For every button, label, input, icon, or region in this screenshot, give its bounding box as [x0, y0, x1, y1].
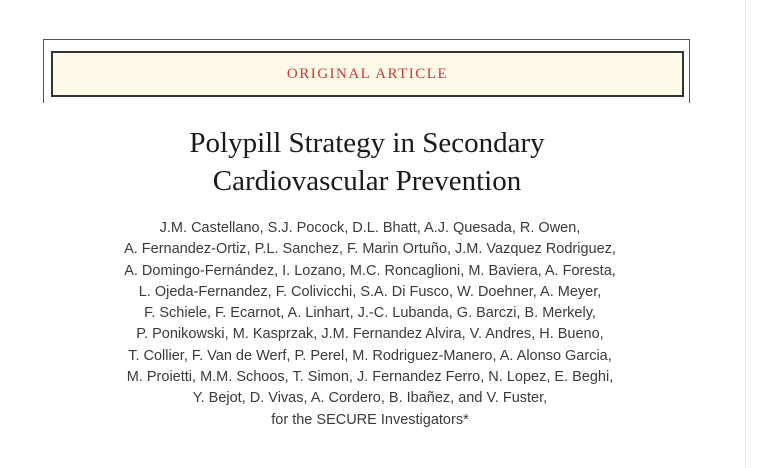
author-line: F. Schiele, F. Ecarnot, A. Linhart, J.-C. Lubanda, G. Barczi, B. Merkely, — [144, 305, 596, 322]
article-title-line: Polypill Strategy in Secondary — [189, 127, 545, 159]
author-line: P. Ponikowski, M. Kasprzak, J.M. Fernandez Alvira, V. Andres, H. Bueno, — [136, 326, 604, 343]
author-list — [30, 218, 710, 431]
page-edge-divider — [745, 0, 746, 468]
section-banner — [51, 51, 684, 97]
author-line: M. Proietti, M.M. Schoos, T. Simon, J. Fernandez Ferro, N. Lopez, E. Beghi, — [126, 369, 614, 386]
author-line: A. Fernandez-Ortiz, P.L. Sanchez, F. Marin Ortuño, J.M. Vazquez Rodriguez, — [124, 241, 616, 258]
section-label: ORIGINAL ARTICLE — [286, 65, 449, 82]
article-title-line: Cardiovascular Prevention — [212, 165, 522, 197]
investigators-line: for the SECURE Investigators* — [271, 411, 469, 428]
article-title — [100, 124, 634, 200]
author-line: Y. Bejot, D. Vivas, A. Cordero, B. Ibañez, and V. Fuster, — [192, 390, 548, 407]
author-line: L. Ojeda-Fernandez, F. Colivicchi, S.A. Di Fusco, W. Doehner, A. Meyer, — [138, 283, 602, 300]
author-line: A. Domingo-Fernández, I. Lozano, M.C. Roncaglioni, M. Baviera, A. Foresta, — [124, 262, 616, 279]
author-line: J.M. Castellano, S.J. Pocock, D.L. Bhatt, A.J. Quesada, R. Owen, — [159, 220, 581, 236]
author-line: T. Collier, F. Van de Werf, P. Perel, M. Rodriguez-Manero, A. Alonso Garcia, — [128, 347, 612, 364]
